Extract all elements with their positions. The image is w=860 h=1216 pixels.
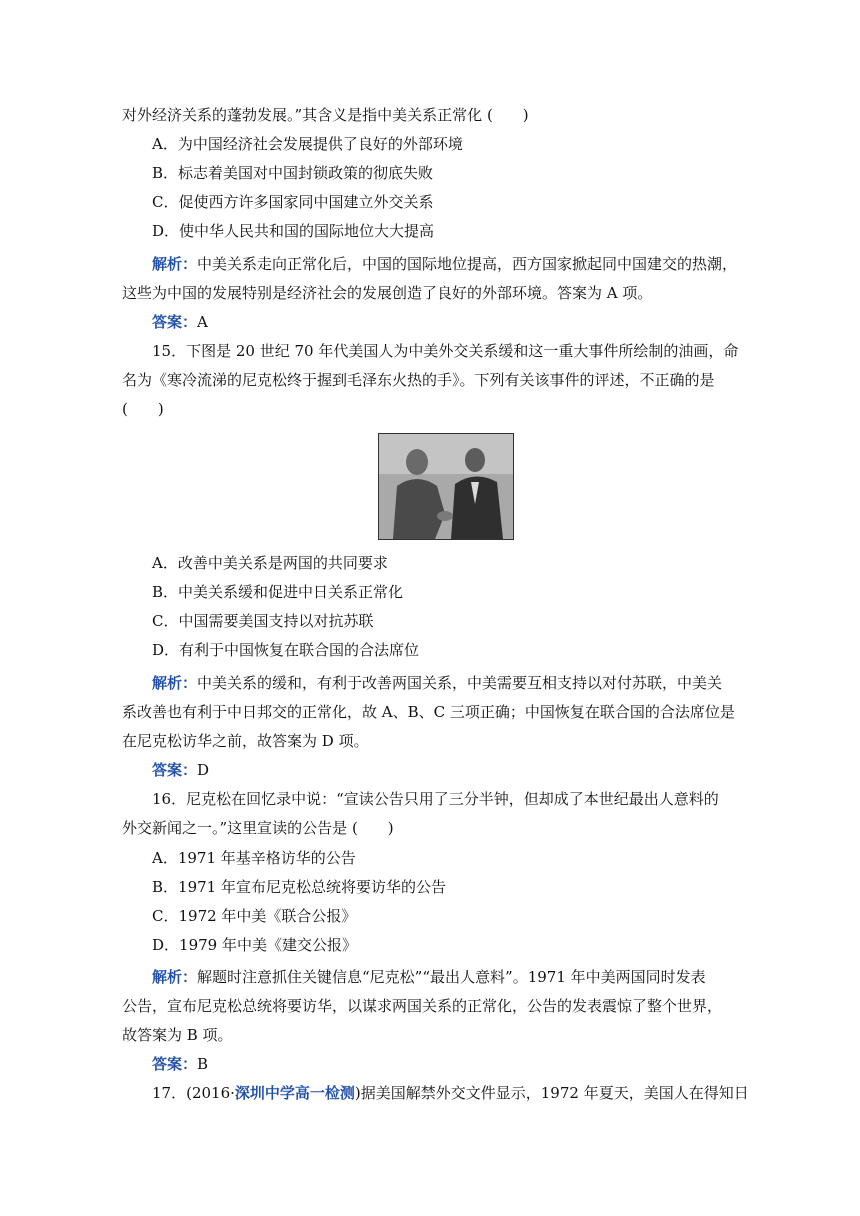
q16-option-d: D．1979 年中美《建交公报》 xyxy=(152,936,357,954)
q17-number: 17．(2016· xyxy=(152,1084,235,1102)
q16-option-b: B．1971 年宣布尼克松总统将要访华的公告 xyxy=(152,878,446,896)
q14-answer-blank: ( ) xyxy=(486,106,529,124)
q15-option-c: C．中国需要美国支持以对抗苏联 xyxy=(152,612,374,630)
q16-analysis xyxy=(0,964,860,990)
q14-answer xyxy=(0,309,860,335)
q14-answer-label: 答案： xyxy=(152,313,198,331)
q15-answer-label: 答案： xyxy=(152,761,198,779)
painting-illustration xyxy=(379,434,513,539)
q16-analysis-label: 解析： xyxy=(152,968,198,986)
q14-analysis-cont: 这些为中国的发展特别是经济社会的发展创造了良好的外部环境。答案为 A 项。 xyxy=(122,284,653,302)
q16-answer-label: 答案： xyxy=(152,1055,198,1073)
q15-option-b: B．中美关系缓和促进中日关系正常化 xyxy=(152,583,404,601)
q14-answer-value: A xyxy=(197,313,208,331)
q14-stem-text: 对外经济关系的蓬勃发展。”其含义是指中美关系正常化 xyxy=(122,106,483,124)
q15-answer xyxy=(0,757,860,783)
q16-answer xyxy=(0,1051,860,1077)
q15-answer-blank: ( ) xyxy=(122,400,164,418)
q15-option-a: A．改善中美关系是两国的共同要求 xyxy=(152,554,388,572)
q16-option-a: A．1971 年基辛格访华的公告 xyxy=(152,849,356,867)
q15-answer-value: D xyxy=(197,761,210,779)
q17-source: 深圳中学高一检测 xyxy=(234,1084,355,1102)
q16-analysis-cont-1: 公告，宣布尼克松总统将要访华，以谋求两国关系的正常化，公告的发表震惊了整个世界， xyxy=(122,997,723,1015)
q16-answer-blank: ( ) xyxy=(351,819,394,837)
nixon-mao-handshake-painting xyxy=(378,433,514,540)
q15-analysis-label: 解析： xyxy=(152,674,198,692)
q16-answer-value: B xyxy=(197,1055,209,1073)
q15-analysis-cont-1: 系改善也有利于中日邦交的正常化，故 A、B、C 三项正确；中国恢复在联合国的合法席位是 xyxy=(122,703,735,721)
q15-stem-line-2: 名为《寒冷流涕的尼克松终于握到毛泽东火热的手》。下列有关该事件的评述，不正确的是 xyxy=(122,371,715,389)
q17-stem-line-1 xyxy=(0,1080,860,1106)
q16-analysis-cont-2: 故答案为 B 项。 xyxy=(122,1026,233,1044)
q15-stem-line-1: 15．下图是 20 世纪 70 年代美国人为中美外交关系缓和这一重大事件所绘制的油画，命 xyxy=(152,342,739,360)
q15-option-d: D．有利于中国恢复在联合国的合法席位 xyxy=(152,641,420,659)
q16-stem-text: 外交新闻之一。”这里宣读的公告是 xyxy=(122,819,348,837)
q17-stem-text: )据美国解禁外交文件显示，1972 年夏天，美国人在得知日 xyxy=(354,1084,749,1102)
q14-analysis-text: 中美关系走向正常化后，中国的国际地位提高，西方国家掀起同中国建交的热潮， xyxy=(197,255,738,273)
q14-option-c: C．促使西方许多国家同中国建立外交关系 xyxy=(152,193,434,211)
q14-analysis xyxy=(0,251,860,277)
q14-stem-line xyxy=(0,102,860,128)
q14-option-b: B．标志着美国对中国封锁政策的彻底失败 xyxy=(152,164,434,182)
q16-option-c: C．1972 年中美《联合公报》 xyxy=(152,907,357,925)
q14-analysis-label: 解析： xyxy=(152,255,198,273)
q14-option-a: A．为中国经济社会发展提供了良好的外部环境 xyxy=(152,135,463,153)
q14-option-d: D．使中华人民共和国的国际地位大大提高 xyxy=(152,222,435,240)
q15-analysis xyxy=(0,670,860,696)
q15-analysis-cont-2: 在尼克松访华之前，故答案为 D 项。 xyxy=(122,732,369,750)
q16-stem-line-1: 16．尼克松在回忆录中说：“宣读公告只用了三分半钟，但却成了本世纪最出人意料的 xyxy=(152,790,719,808)
q16-analysis-text: 解题时注意抓住关键信息“尼克松”“最出人意料”。1971 年中美两国同时发表 xyxy=(197,968,706,986)
q15-analysis-text: 中美关系的缓和，有利于改善两国关系，中美需要互相支持以对付苏联，中美关 xyxy=(197,674,723,692)
q16-stem-line-2 xyxy=(0,815,860,841)
